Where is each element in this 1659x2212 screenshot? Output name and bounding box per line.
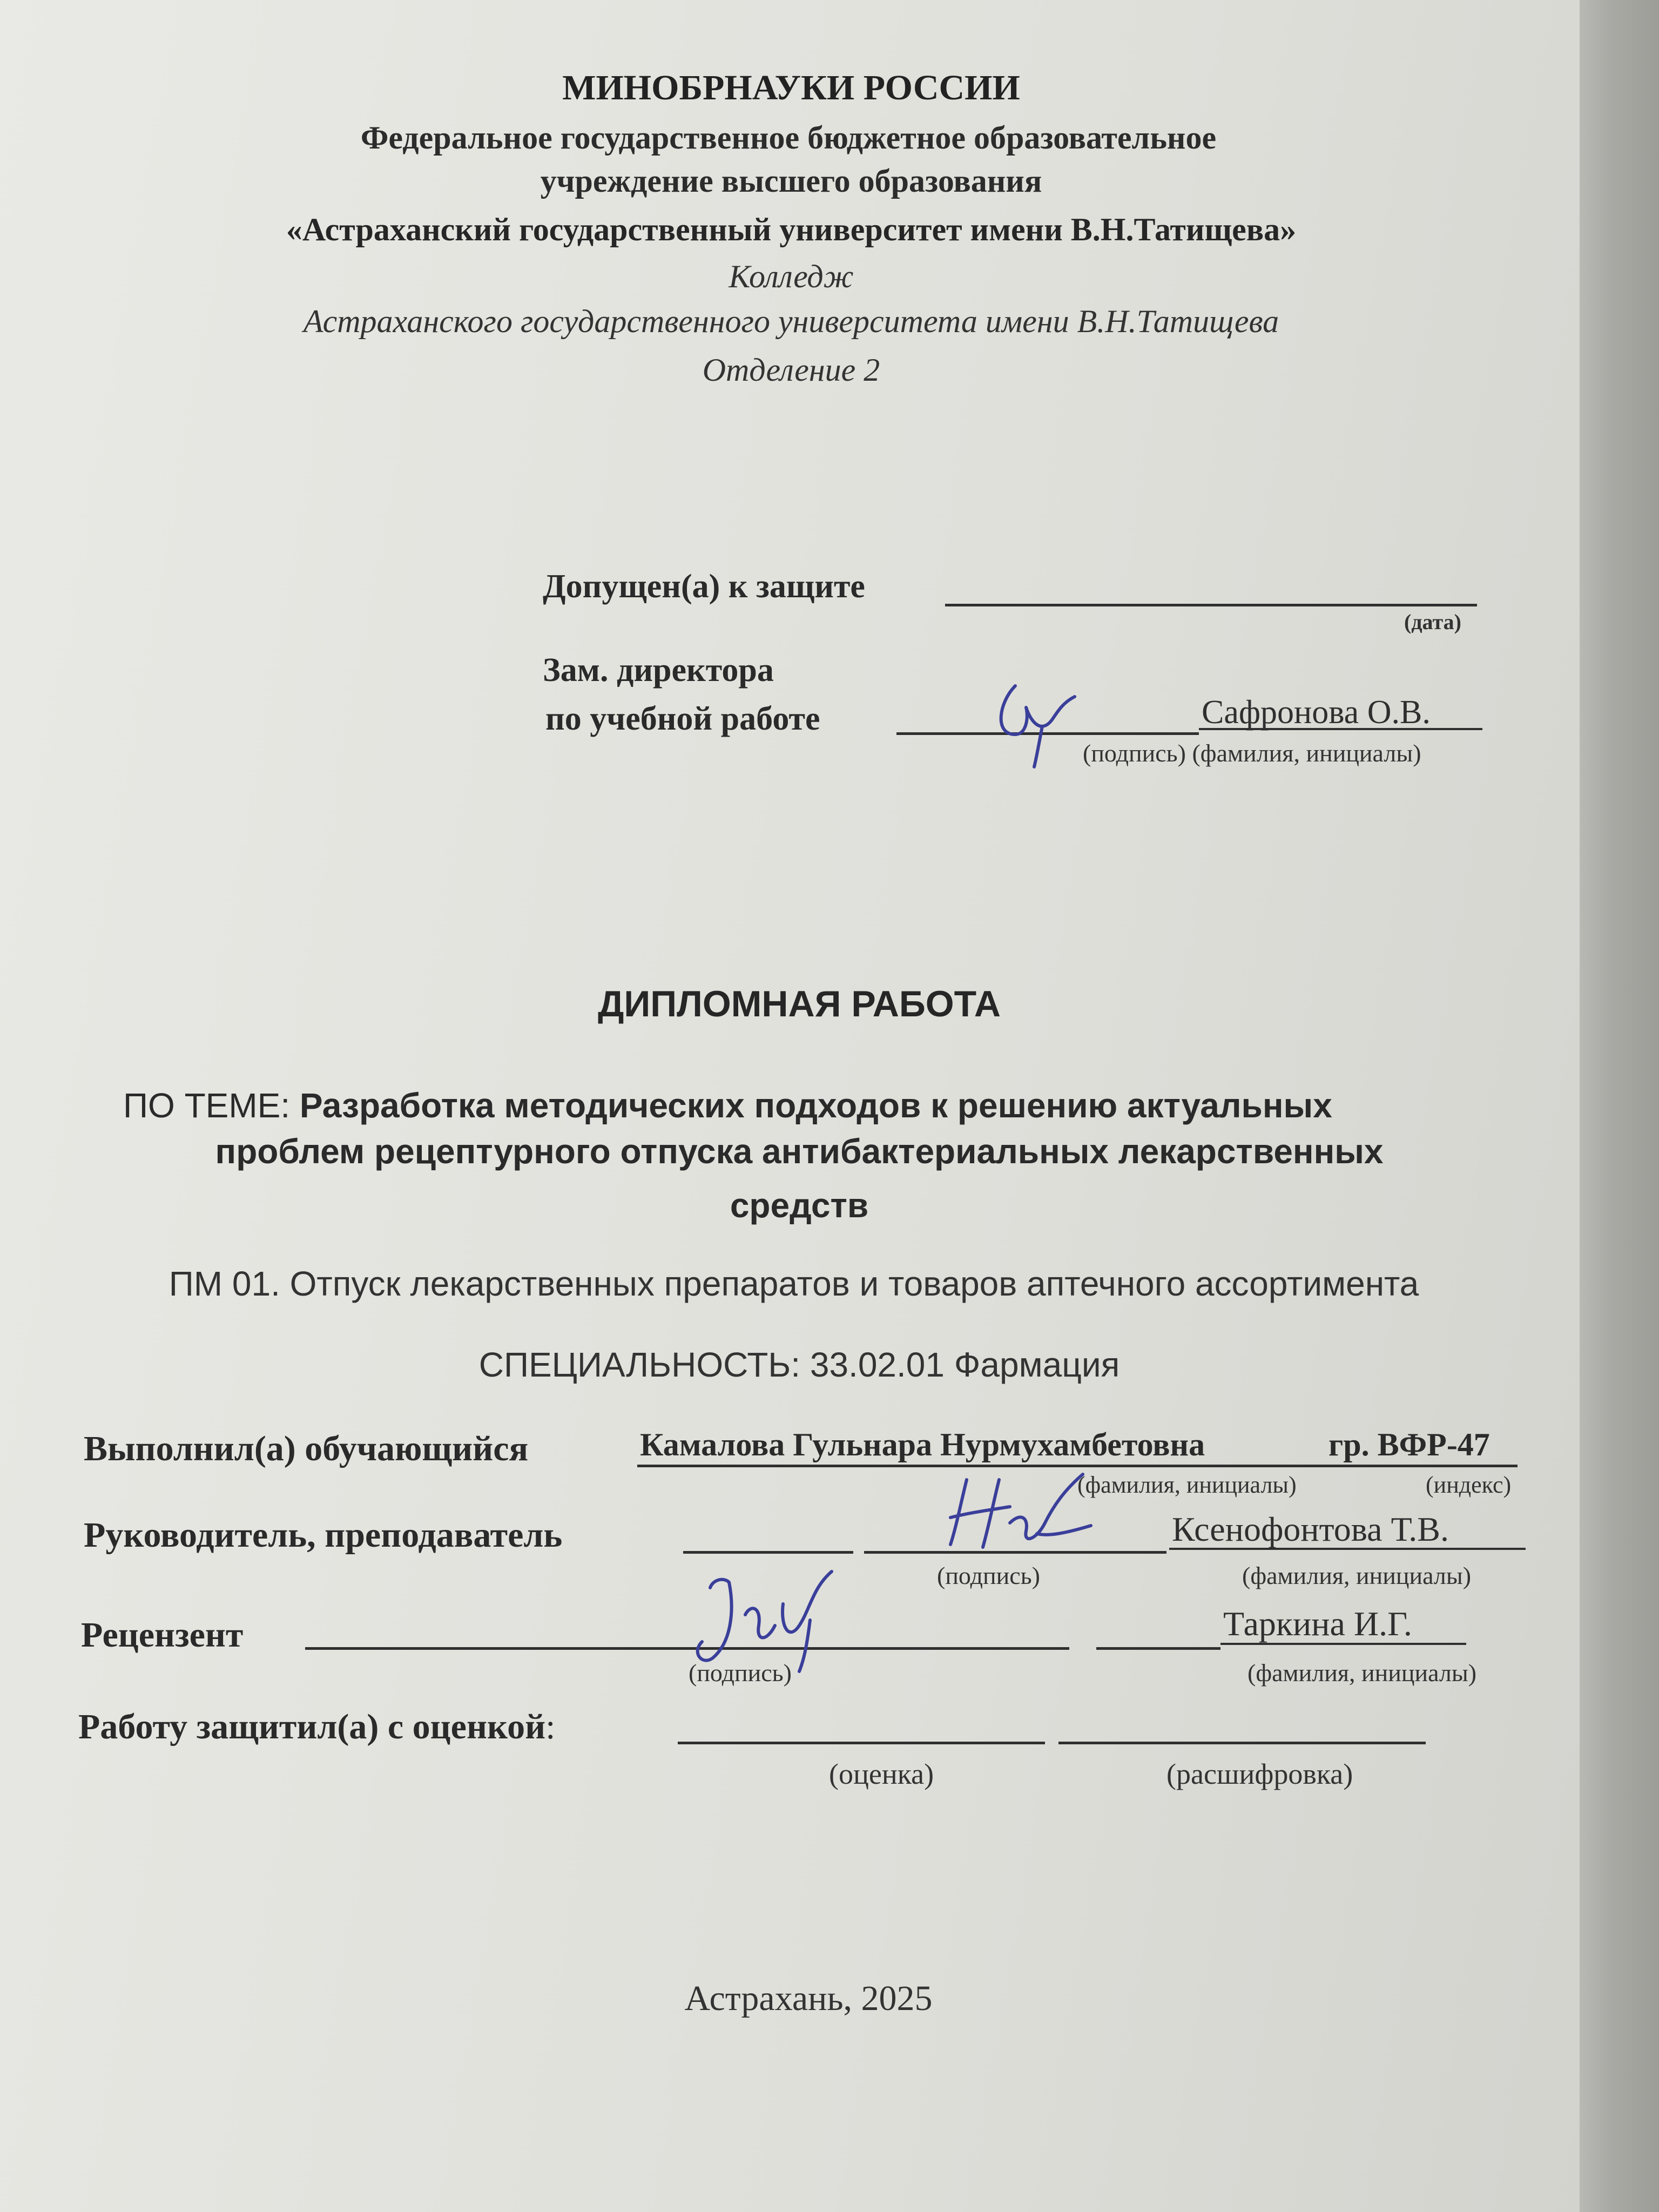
- student-group: гр. ВФР-47: [1328, 1427, 1490, 1462]
- reviewer-label: Рецензент: [81, 1615, 244, 1655]
- supervisor-signature: [929, 1458, 1102, 1572]
- college-line-2: Астраханского государственного университета имени В.Н.Татищева: [303, 304, 1279, 339]
- work-type: ДИПЛОМНАЯ РАБОТА: [597, 983, 1001, 1024]
- specialty-line: СПЕЦИАЛЬНОСТЬ: 33.02.01 Фармация: [478, 1345, 1120, 1384]
- reviewer-blank-line: [1096, 1647, 1220, 1650]
- topic-line-3: средств: [730, 1186, 869, 1225]
- defense-grade-line: [678, 1742, 1045, 1744]
- student-label: Выполнил(а) обучающийся: [84, 1429, 529, 1468]
- defense-caption-grade: (оценка): [829, 1758, 934, 1790]
- defense-decode-line: [1058, 1742, 1426, 1744]
- supervisor-name-underline: [1169, 1548, 1526, 1550]
- student-name: Камалова Гульнара Нурмухамбетовна: [640, 1427, 1205, 1462]
- defense-label: [78, 1709, 556, 1745]
- supervisor-caption-sign: (подпись): [937, 1562, 1040, 1589]
- ministry-heading: МИНОБРНАУКИ РОССИИ: [562, 68, 1020, 107]
- reviewer-signature: [680, 1555, 842, 1680]
- university-name: «Астраханский государственный университет имени В.Н.Татищева»: [286, 212, 1297, 247]
- admitted-date-line: [945, 604, 1477, 606]
- defense-caption-decode: (расшифровка): [1166, 1758, 1353, 1790]
- org-line-2: учреждение высшего образования: [540, 163, 1042, 199]
- topic-text-line-1: Разработка методических подходов к решению актуальных: [299, 1086, 1332, 1125]
- student-caption-name: (фамилия, инициалы): [1077, 1472, 1297, 1498]
- reviewer-caption-sign: (подпись): [689, 1659, 792, 1687]
- module-line: ПМ 01. Отпуск лекарственных препаратов и товаров аптечного ассортимента: [168, 1264, 1419, 1303]
- defense-colon: :: [545, 1707, 556, 1746]
- college-line-1: Колледж: [729, 259, 854, 294]
- deputy-signature: [983, 675, 1091, 772]
- deputy-caption: (подпись) (фамилия, инициалы): [1083, 739, 1421, 767]
- topic-line-1: [123, 1088, 1332, 1123]
- deputy-name: Сафронова О.В.: [1202, 694, 1431, 731]
- city-year: Астрахань, 2025: [684, 1979, 933, 2018]
- topic-prefix: ПО ТЕМЕ:: [123, 1086, 300, 1125]
- supervisor-label: Руководитель, преподаватель: [84, 1515, 563, 1555]
- defense-label-text: Работу защитил(а) с оценкой: [78, 1707, 546, 1746]
- reviewer-name: Таркина И.Г.: [1223, 1604, 1412, 1643]
- reviewer-name-underline: [1220, 1643, 1466, 1645]
- department: Отделение 2: [702, 352, 880, 388]
- topic-line-2: проблем рецептурного отпуска антибактериальных лекарственных: [215, 1132, 1384, 1171]
- student-caption-index: (индекс): [1426, 1472, 1512, 1498]
- supervisor-caption-name: (фамилия, инициалы): [1242, 1562, 1472, 1589]
- deputy-name-underline: [1199, 728, 1482, 730]
- supervisor-blank-line: [683, 1551, 853, 1554]
- supervisor-name: Ксенофонтова Т.В.: [1172, 1510, 1449, 1548]
- deputy-title-line-1: Зам. директора: [543, 652, 774, 689]
- admitted-label: Допущен(а) к защите: [543, 568, 865, 605]
- reviewer-caption-name: (фамилия, инициалы): [1247, 1659, 1477, 1687]
- org-line-1: Федеральное государственное бюджетное образовательное: [360, 120, 1217, 156]
- date-caption: (дата): [1404, 610, 1461, 634]
- deputy-title-line-2: по учебной работе: [545, 700, 820, 737]
- page-edge-shadow: [1580, 0, 1659, 2212]
